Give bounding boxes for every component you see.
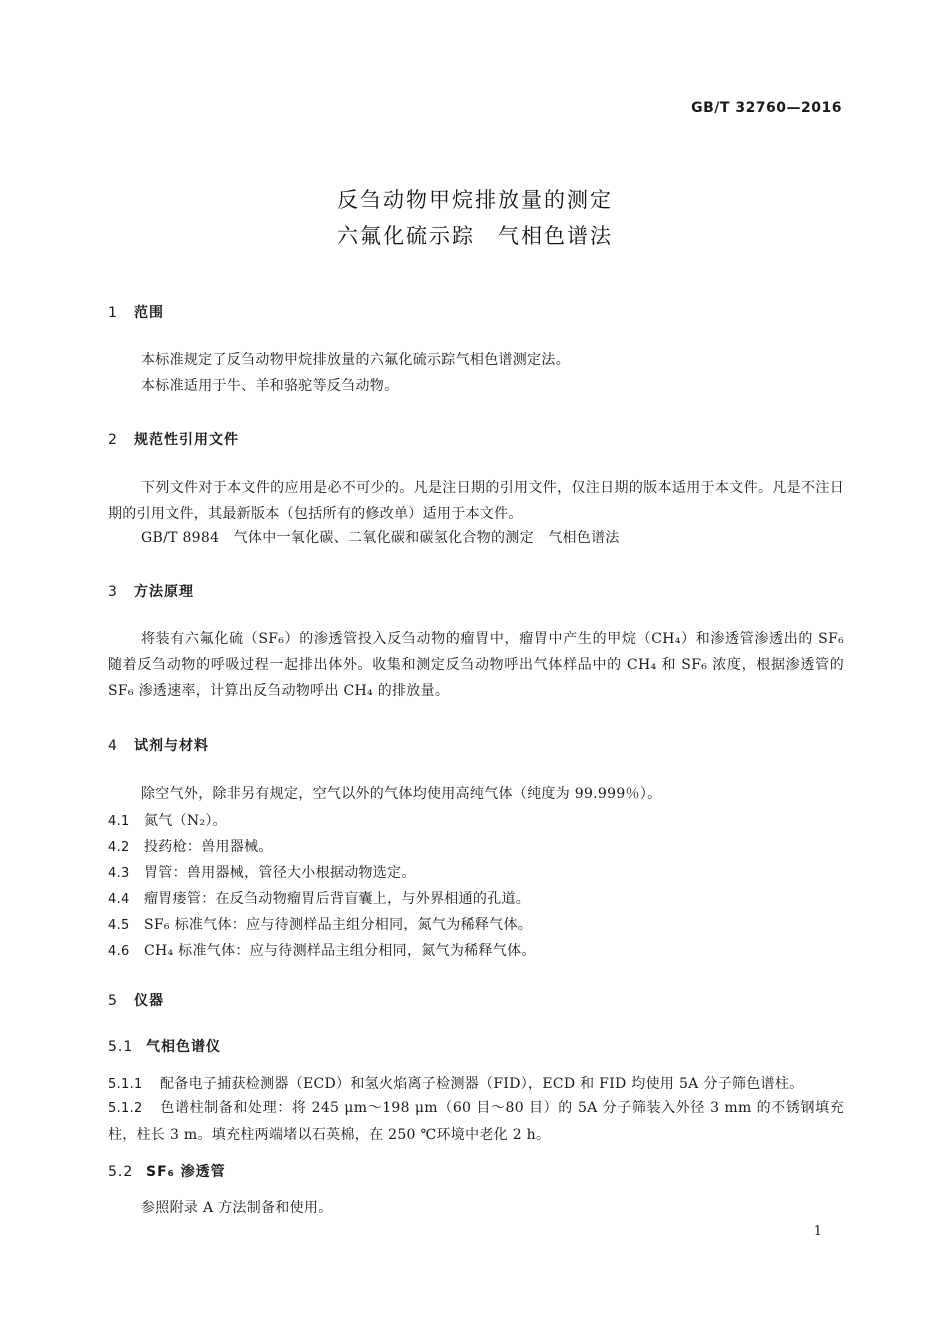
item-text: 胃管：兽用器械，管径大小根据动物选定。 xyxy=(144,865,416,881)
item-text: 瘤胃瘘管：在反刍动物瘤胃后背盲囊上，与外界相通的孔道。 xyxy=(144,891,531,907)
section-3-heading xyxy=(108,581,194,601)
section-5-heading xyxy=(108,990,164,1010)
list-item-4-6 xyxy=(108,940,536,960)
section-title: 规范性引用文件 xyxy=(134,432,239,448)
item-number: 4.4 xyxy=(108,892,130,907)
section-3-paragraph-1: 将装有六氟化硫（SF₆）的渗透管投入反刍动物的瘤胃中，瘤胃中产生的甲烷（CH₄）和渗透管渗透出的 SF₆ 随着反刍动物的呼吸过程一起排出体外。收集和测定反刍动物呼出气体样品中的 CH₄ 和 SF₆ 浓度，根据渗透管的 SF₆ 渗透速率，计算出反刍动物呼出 CH₄ 的排放量。 xyxy=(108,631,844,699)
list-item-4-4 xyxy=(108,888,530,908)
item-number: 4.5 xyxy=(108,918,130,933)
subsection-title: SF₆ 渗透管 xyxy=(146,1164,226,1180)
page-number: 1 xyxy=(813,1224,822,1239)
section-title: 试剂与材料 xyxy=(134,738,209,754)
subsection-title: 气相色谱仪 xyxy=(146,1039,221,1055)
section-2-heading xyxy=(108,429,239,449)
item-text: 投药枪：兽用器械。 xyxy=(144,839,273,855)
section-4-heading xyxy=(108,735,209,755)
item-number: 4.2 xyxy=(108,840,130,855)
section-1-heading xyxy=(108,302,164,322)
list-item-4-3 xyxy=(108,862,416,882)
section-number: 4 xyxy=(108,738,118,754)
clause-number: 5.1.1 xyxy=(108,1077,143,1092)
section-number: 5 xyxy=(108,993,118,1009)
document-title-line2: 六氟化硫示踪 气相色谱法 xyxy=(337,224,613,248)
item-text: 氮气（N₂）。 xyxy=(144,813,227,829)
section-1-paragraph-1: 本标准规定了反刍动物甲烷排放量的六氟化硫示踪气相色谱测定法。 xyxy=(141,352,570,368)
standard-number: GB/T 32760—2016 xyxy=(691,100,842,116)
section-4-paragraph-1: 除空气外，除非另有规定，空气以外的气体均使用高纯气体（纯度为 99.999％）。 xyxy=(141,786,662,802)
clause-5-1-2 xyxy=(108,1095,844,1148)
section-title: 范围 xyxy=(134,305,164,321)
item-text: SF₆ 标准气体：应与待测样品主组分相同，氮气为稀释气体。 xyxy=(144,917,533,933)
clause-5-1-1 xyxy=(108,1073,803,1093)
clause-number: 5.1.2 xyxy=(108,1101,143,1116)
list-item-4-1 xyxy=(108,810,227,830)
document-title-line1: 反刍动物甲烷排放量的测定 xyxy=(337,188,613,212)
list-item-4-5 xyxy=(108,914,532,934)
clause-text: 配备电子捕获检测器（ECD）和氢火焰离子检测器（FID），ECD 和 FID 均使用 5A 分子筛色谱柱。 xyxy=(160,1076,804,1092)
section-title: 方法原理 xyxy=(134,584,194,600)
section-number: 2 xyxy=(108,432,118,448)
item-number: 4.6 xyxy=(108,944,130,959)
subsection-5-1-heading xyxy=(108,1036,221,1056)
item-text: CH₄ 标准气体：应与待测样品主组分相同，氮气为稀释气体。 xyxy=(144,943,536,959)
section-number: 3 xyxy=(108,584,118,600)
section-title: 仪器 xyxy=(134,993,164,1009)
section-2-paragraph-1: 下列文件对于本文件的应用是必不可少的。凡是注日期的引用文件，仅注日期的版本适用于本文件。凡是不注日期的引用文件，其最新版本（包括所有的修改单）适用于本文件。 xyxy=(108,480,844,522)
item-number: 4.1 xyxy=(108,814,130,829)
subsection-5-2-paragraph: 参照附录 A 方法制备和使用。 xyxy=(141,1200,333,1216)
section-1-paragraph-2: 本标准适用于牛、羊和骆驼等反刍动物。 xyxy=(141,378,399,394)
normative-reference-gbt8984: GB/T 8984 气体中一氧化碳、二氧化碳和碳氢化合物的测定 气相色谱法 xyxy=(141,530,620,546)
clause-text: 色谱柱制备和处理：将 245 μm～198 μm（60 目～80 目）的 5A 分子筛装入外径 3 mm 的不锈钢填充柱，柱长 3 m。填充柱两端堵以石英棉，在 250 ℃环境中老化 2 h。 xyxy=(108,1100,844,1143)
section-number: 1 xyxy=(108,305,118,321)
subsection-number: 5.2 xyxy=(108,1164,134,1180)
list-item-4-2 xyxy=(108,836,273,856)
item-number: 4.3 xyxy=(108,866,130,881)
subsection-number: 5.1 xyxy=(108,1039,134,1055)
subsection-5-2-heading xyxy=(108,1161,226,1181)
